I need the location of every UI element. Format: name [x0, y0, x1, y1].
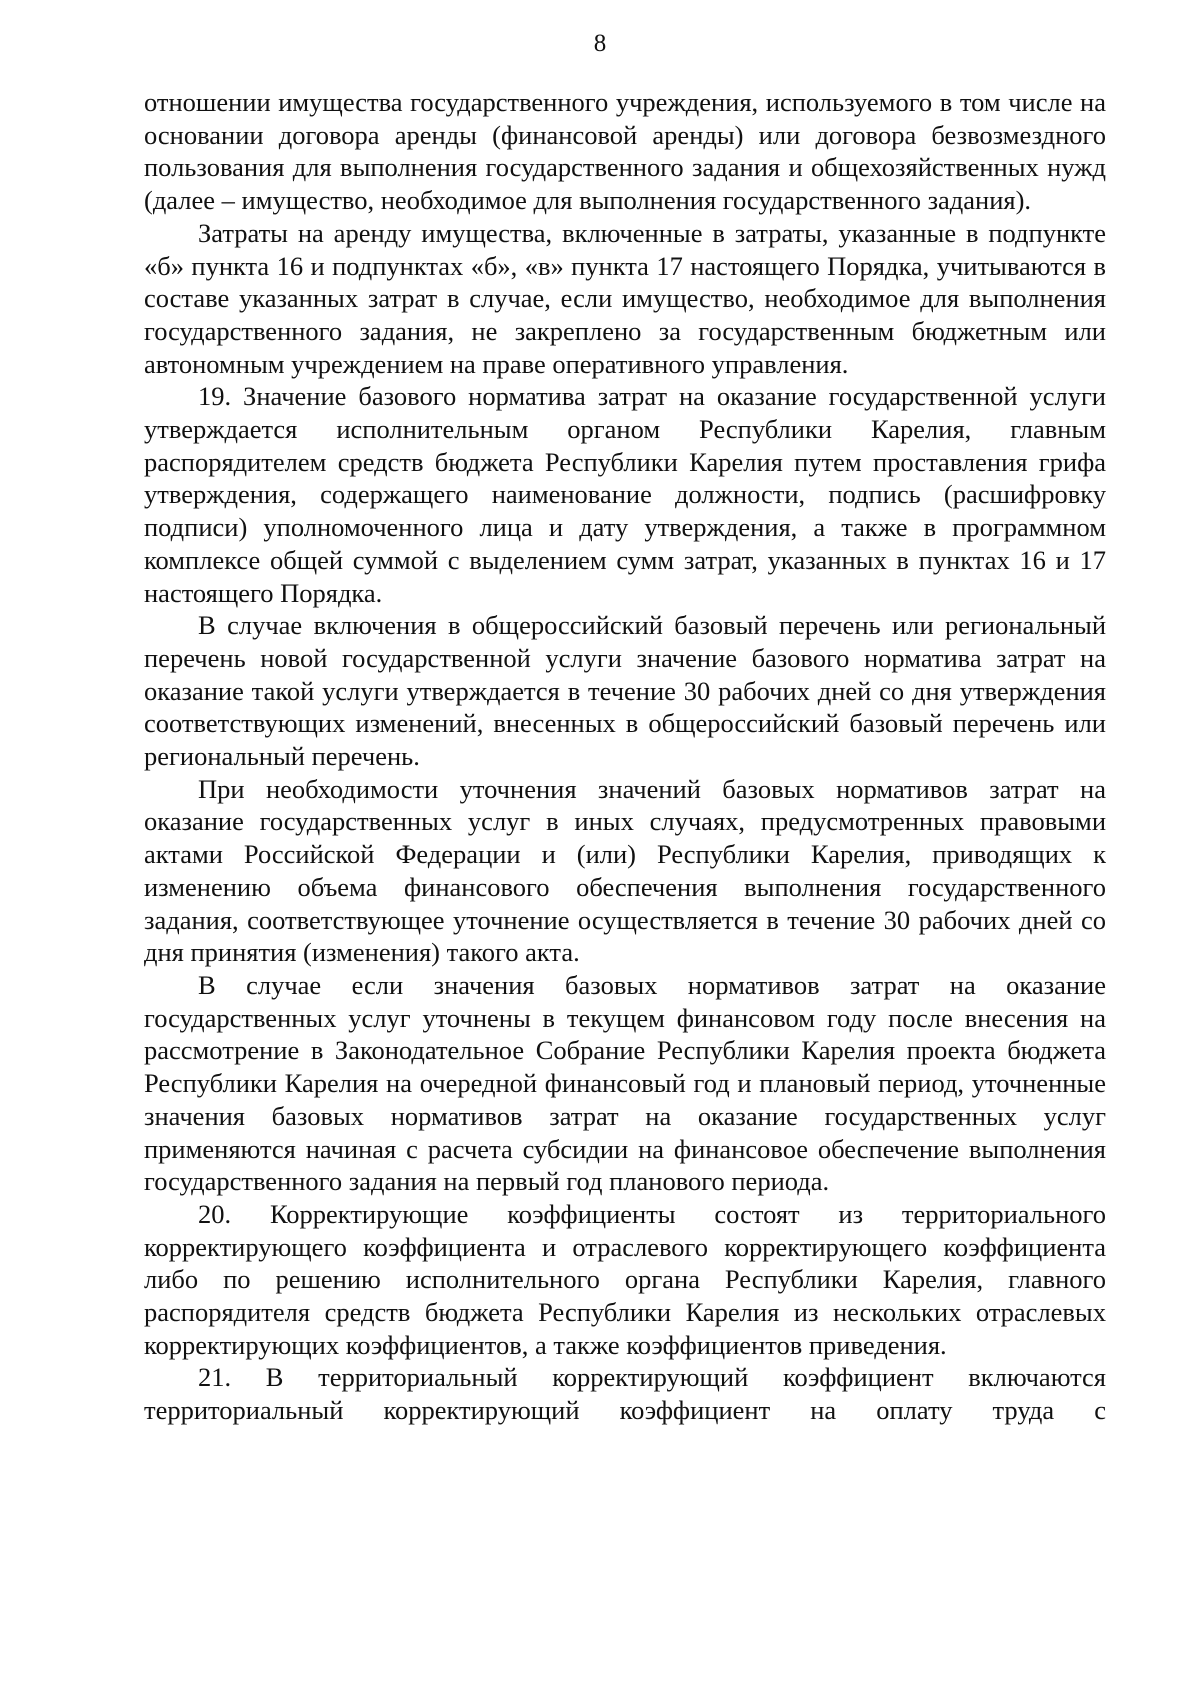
- paragraph-new-service: В случае включения в общероссийский базовый перечень или региональный перечень новой государственной услуги значение базового норматива затрат на оказание такой услуги утверждается в течение 30 рабочих дней со дня утверждения соответствующих изменений, внесенных в общероссийский базовый перечень или региональный перечень.: [144, 610, 1106, 772]
- paragraph-continuation: отношении имущества государственного учреждения, используемого в том числе на основании договора аренды (финансовой аренды) или договора безвозмездного пользования для выполнения государственного задания и общехозяйственных нужд (далее – имущество, необходимое для выполнения государственного задания).: [144, 87, 1106, 216]
- document-body: [144, 86, 1106, 1427]
- paragraph-item-19: 19. Значение базового норматива затрат на оказание государственной услуги утверждается исполнительным органом Республики Карелия, главным распорядителем средств бюджета Республики Карелия путем проставления грифа утверждения, содержащего наименование должности, подпись (расшифровку подписи) уполномоченного лица и дату утверждения, а также в программном комплексе общей суммой с выделением сумм затрат, указанных в пунктах 16 и 17 настоящего Порядка.: [144, 381, 1106, 608]
- paragraph-current-year: В случае если значения базовых нормативов затрат на оказание государственных услуг уточнены в текущем финансовом году после внесения на рассмотрение в Законодательное Собрание Республики Карелия проекта бюджета Республики Карелия на очередной финансовый год и плановый период, уточненные значения базовых нормативов затрат на оказание государственных услуг применяются начиная с расчета субсидии на финансовое обеспечение выполнения государственного задания на первый год планового периода.: [144, 969, 1106, 1197]
- page-number: 8: [593, 30, 607, 57]
- paragraph-item-20: 20. Корректирующие коэффициенты состоят из территориального корректирующего коэффициента и отраслевого корректирующего коэффициента либо по решению исполнительного органа Республики Карелия, главного распорядителя средств бюджета Республики Карелия из нескольких отраслевых корректирующих коэффициентов, а также коэффициентов приведения.: [144, 1198, 1106, 1360]
- paragraph-clarification: При необходимости уточнения значений базовых нормативов затрат на оказание государственных услуг в иных случаях, предусмотренных правовыми актами Российской Федерации и (или) Республики Карелия, приводящих к изменению объема финансового обеспечения выполнения государственного задания, соответствующее уточнение осуществляется в течение 30 рабочих дней со дня принятия (изменения) такого акта.: [144, 773, 1106, 968]
- paragraph-item-21: 21. В территориальный корректирующий коэффициент включаются территориальный корректирующий коэффициент на оплату труда с: [144, 1362, 1106, 1426]
- paragraph-rent-costs: Затраты на аренду имущества, включенные в затраты, указанные в подпункте «б» пункта 16 и подпунктах «б», «в» пункта 17 настоящего Порядка, учитываются в составе указанных затрат в случае, если имущество, необходимое для выполнения государственного задания, не закреплено за государственным бюджетным или автономным учреждением на праве оперативного управления.: [144, 217, 1106, 379]
